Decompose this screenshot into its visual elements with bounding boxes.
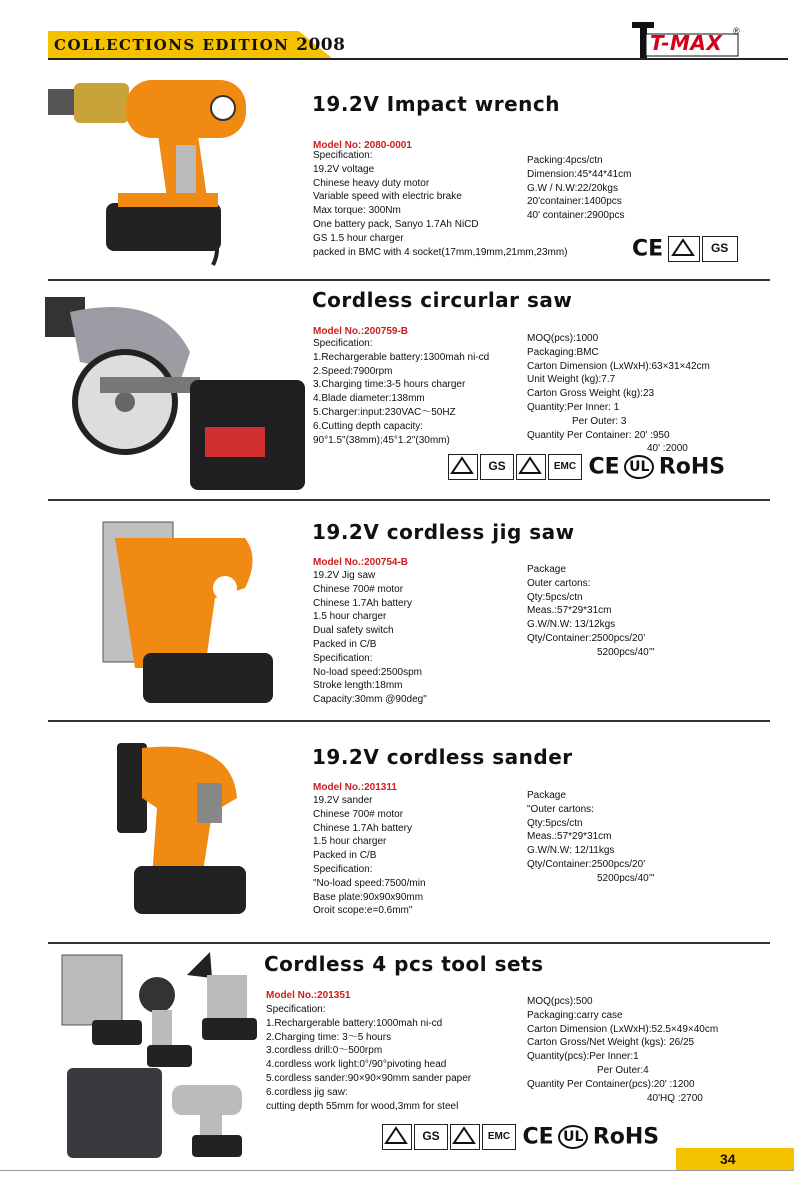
spec-line: Chinese 1.7Ah battery <box>313 597 412 609</box>
spec-line: Capacity:30mm @90deg" <box>313 694 427 706</box>
ul-mark: UL <box>558 1125 588 1149</box>
spec-line: 2.Charging time: 3～5 hours <box>266 1031 392 1043</box>
spec-line: Base plate:90x90x90mm <box>313 891 424 903</box>
brand-name: T-MAX <box>650 31 723 55</box>
spec-line: 4.Blade diameter:138mm <box>313 393 425 405</box>
tuv-mark <box>448 454 478 480</box>
circular-saw-image <box>40 292 310 502</box>
packing-line: Package <box>527 564 566 575</box>
spec-line: 19.2V sander <box>313 795 373 806</box>
spec-line: No-load speed:2500spm <box>313 666 422 678</box>
product-title: Cordless circurlar saw <box>312 288 573 312</box>
spec-line: Max torque: 300Nm <box>313 205 401 217</box>
ce-mark: CE <box>522 1124 554 1150</box>
packing-line: Meas.:57*29*31cm <box>527 831 612 843</box>
packing-line: Qty:5pcs/ctn <box>527 591 583 603</box>
packing-line: 40' :2000 <box>647 443 688 455</box>
ce-mark: CE <box>588 454 620 480</box>
spec-line: Chinese 700# motor <box>313 808 404 820</box>
product-title: 19.2V cordless sander <box>312 745 573 769</box>
spec-line: 2.Speed:7900rpm <box>313 365 393 377</box>
spec-line: 19.2V Jig saw <box>313 570 376 581</box>
packing-line: Quantity(pcs):Per Inner:1 <box>527 1051 639 1063</box>
section-divider <box>48 720 770 722</box>
packing-line: 40' container:2900pcs <box>527 210 625 222</box>
section-divider <box>48 279 770 281</box>
spec-list <box>266 1003 471 1113</box>
packing-list <box>527 332 710 456</box>
gs-mark: GS <box>414 1124 448 1150</box>
packing-line: Carton Dimension (LxWxH):52.5×49×40cm <box>527 1023 719 1035</box>
spec-line: cutting depth 55mm for wood,3mm for steel <box>266 1100 459 1112</box>
spec-line: 3.cordless drill:0～500rpm <box>266 1045 383 1057</box>
footer-rule <box>0 1170 794 1171</box>
spec-line: 1.Rechargerable battery:1000mah ni-cd <box>266 1017 443 1029</box>
packing-line: Outer cartons: <box>527 577 591 589</box>
packing-line: Carton Gross/Net Weight (kgs): 26/25 <box>527 1037 695 1049</box>
model-number: Model No.:200759-B <box>313 326 409 337</box>
spec-line: Dual safety switch <box>313 625 394 637</box>
tuv-mark <box>382 1124 412 1150</box>
packing-list <box>527 563 654 660</box>
tuv-mark <box>668 236 700 262</box>
spec-list <box>313 794 426 918</box>
packing-line: Qty/Container:2500pcs/20’ <box>527 632 646 644</box>
packing-line: "Outer cartons: <box>527 803 594 815</box>
packing-line: Dimension:45*44*41cm <box>527 168 632 180</box>
packing-line: Carton Dimension (LxWxH):63×31×42cm <box>527 360 710 372</box>
product-title: 19.2V Impact wrench <box>312 92 560 116</box>
registered-mark: ® <box>733 26 740 36</box>
emc-mark: EMC <box>482 1124 516 1150</box>
spec-line: 3.Charging time:3-5 hours charger <box>313 379 466 391</box>
cert-marks <box>632 236 740 262</box>
packing-line: Quantity:Per Inner: 1 <box>527 401 620 413</box>
model-number: Model No: 2080-0001 <box>313 140 412 151</box>
spec-line: Packed in C/B <box>313 850 377 862</box>
gs-mark: GS <box>480 454 514 480</box>
tuv-mark <box>516 454 546 480</box>
packing-line: Quantity Per Container: 20' :950 <box>527 429 670 441</box>
packing-line: Per Outer: 3 <box>572 415 627 427</box>
packing-line: Unit Weight (kg):7.7 <box>527 374 616 386</box>
model-number: Model No.:201311 <box>313 782 397 793</box>
page-number: 34 <box>720 1151 736 1167</box>
packing-line: Package <box>527 790 566 801</box>
spec-line: One battery pack, Sanyo 1.7Ah NiCD <box>313 218 479 230</box>
packing-line: Quantity Per Container(pcs):20' :1200 <box>527 1078 695 1090</box>
spec-line: Specification: <box>313 652 373 664</box>
tuv-mark <box>450 1124 480 1150</box>
spec-line: 1.5 hour charger <box>313 836 387 848</box>
sander-image <box>112 738 252 918</box>
edition-title: COLLECTIONS EDITION 2008 <box>54 35 346 55</box>
tool-set-image <box>42 950 262 1165</box>
packing-line: Packing:4pcs/ctn <box>527 155 603 166</box>
spec-line: 1.5 hour charger <box>313 611 387 623</box>
packing-line: Qty:5pcs/ctn <box>527 817 583 829</box>
packing-list <box>527 995 718 1105</box>
spec-line: 4.cordless work light:0°/90°pivoting head <box>266 1059 447 1071</box>
gs-mark: GS <box>702 236 738 262</box>
spec-line: Packed in C/B <box>313 638 377 650</box>
cert-marks <box>382 1124 659 1150</box>
ce-mark: CE <box>632 236 664 262</box>
spec-line: Specification: <box>266 1004 326 1015</box>
spec-line: Chinese 1.7Ah battery <box>313 822 412 834</box>
packing-line: G.W/N.W: 12/11kgs <box>527 845 615 857</box>
spec-line: Oroit scope:e=0.6mm" <box>313 905 413 917</box>
packing-line: G.W/N.W: 13/12kgs <box>527 619 616 631</box>
spec-line: Variable speed with electric brake <box>313 191 462 203</box>
jig-saw-image <box>95 518 295 708</box>
spec-line: 19.2V voltage <box>313 163 375 175</box>
spec-line: 5.Charger:input:230VAC～50HZ <box>313 406 456 418</box>
spec-line: Specification: <box>313 338 373 349</box>
packing-line: 5200pcs/40’" <box>597 872 655 884</box>
spec-line: 1.Rechargerable battery:1300mah ni-cd <box>313 351 490 363</box>
spec-line: Stroke length:18mm <box>313 680 403 692</box>
spec-line: Chinese heavy duty motor <box>313 177 430 189</box>
spec-line: packed in BMC with 4 socket(17mm,19mm,21mm,23mm) <box>313 246 568 258</box>
product-title: Cordless 4 pcs tool sets <box>264 952 544 976</box>
spec-line: 6.cordless jig saw: <box>266 1086 348 1098</box>
section-divider <box>48 499 770 501</box>
spec-line: "No-load speed:7500/min <box>313 877 426 889</box>
spec-list <box>313 337 489 447</box>
spec-line: 5.cordless sander:90×90×90mm sander paper <box>266 1072 472 1084</box>
packing-line: Qty/Container:2500pcs/20’ <box>527 858 646 870</box>
spec-list <box>313 569 427 707</box>
product-title: 19.2V cordless jig saw <box>312 520 575 544</box>
emc-mark: EMC <box>548 454 582 480</box>
impact-wrench-image <box>48 75 278 275</box>
ul-mark: UL <box>624 455 654 479</box>
packing-line: MOQ(pcs):500 <box>527 996 593 1007</box>
packing-line: 5200pcs/40’" <box>597 646 655 658</box>
packing-line: MOQ(pcs):1000 <box>527 333 599 344</box>
packing-list <box>527 154 632 223</box>
spec-line: 6.Cutting depth capacity: <box>313 420 424 432</box>
packing-list <box>527 789 654 886</box>
packing-line: G.W / N.W:22/20kgs <box>527 182 618 194</box>
spec-line: Chinese 700# motor <box>313 583 404 595</box>
spec-line: Specification: <box>313 863 373 875</box>
rohs-mark: RoHS <box>658 454 726 480</box>
packing-line: Packaging:BMC <box>527 346 599 358</box>
cert-marks <box>448 454 725 480</box>
section-divider <box>48 942 770 944</box>
model-number: Model No.:200754-B <box>313 557 409 568</box>
packing-line: Per Outer:4 <box>597 1064 649 1076</box>
model-number: Model No.:201351 <box>266 990 351 1001</box>
rohs-mark: RoHS <box>592 1124 660 1150</box>
packing-line: 40'HQ :2700 <box>647 1092 703 1104</box>
spec-line: Specification: <box>313 150 373 161</box>
spec-line: GS 1.5 hour charger <box>313 232 404 244</box>
spec-line: 90°1.5"(38mm);45°1.2"(30mm) <box>313 434 450 446</box>
packing-line: Carton Gross Weight (kg):23 <box>527 388 655 400</box>
packing-line: 20'container:1400pcs <box>527 196 622 208</box>
packing-line: Meas.:57*29*31cm <box>527 605 612 617</box>
packing-line: Packaging:carry case <box>527 1009 623 1021</box>
